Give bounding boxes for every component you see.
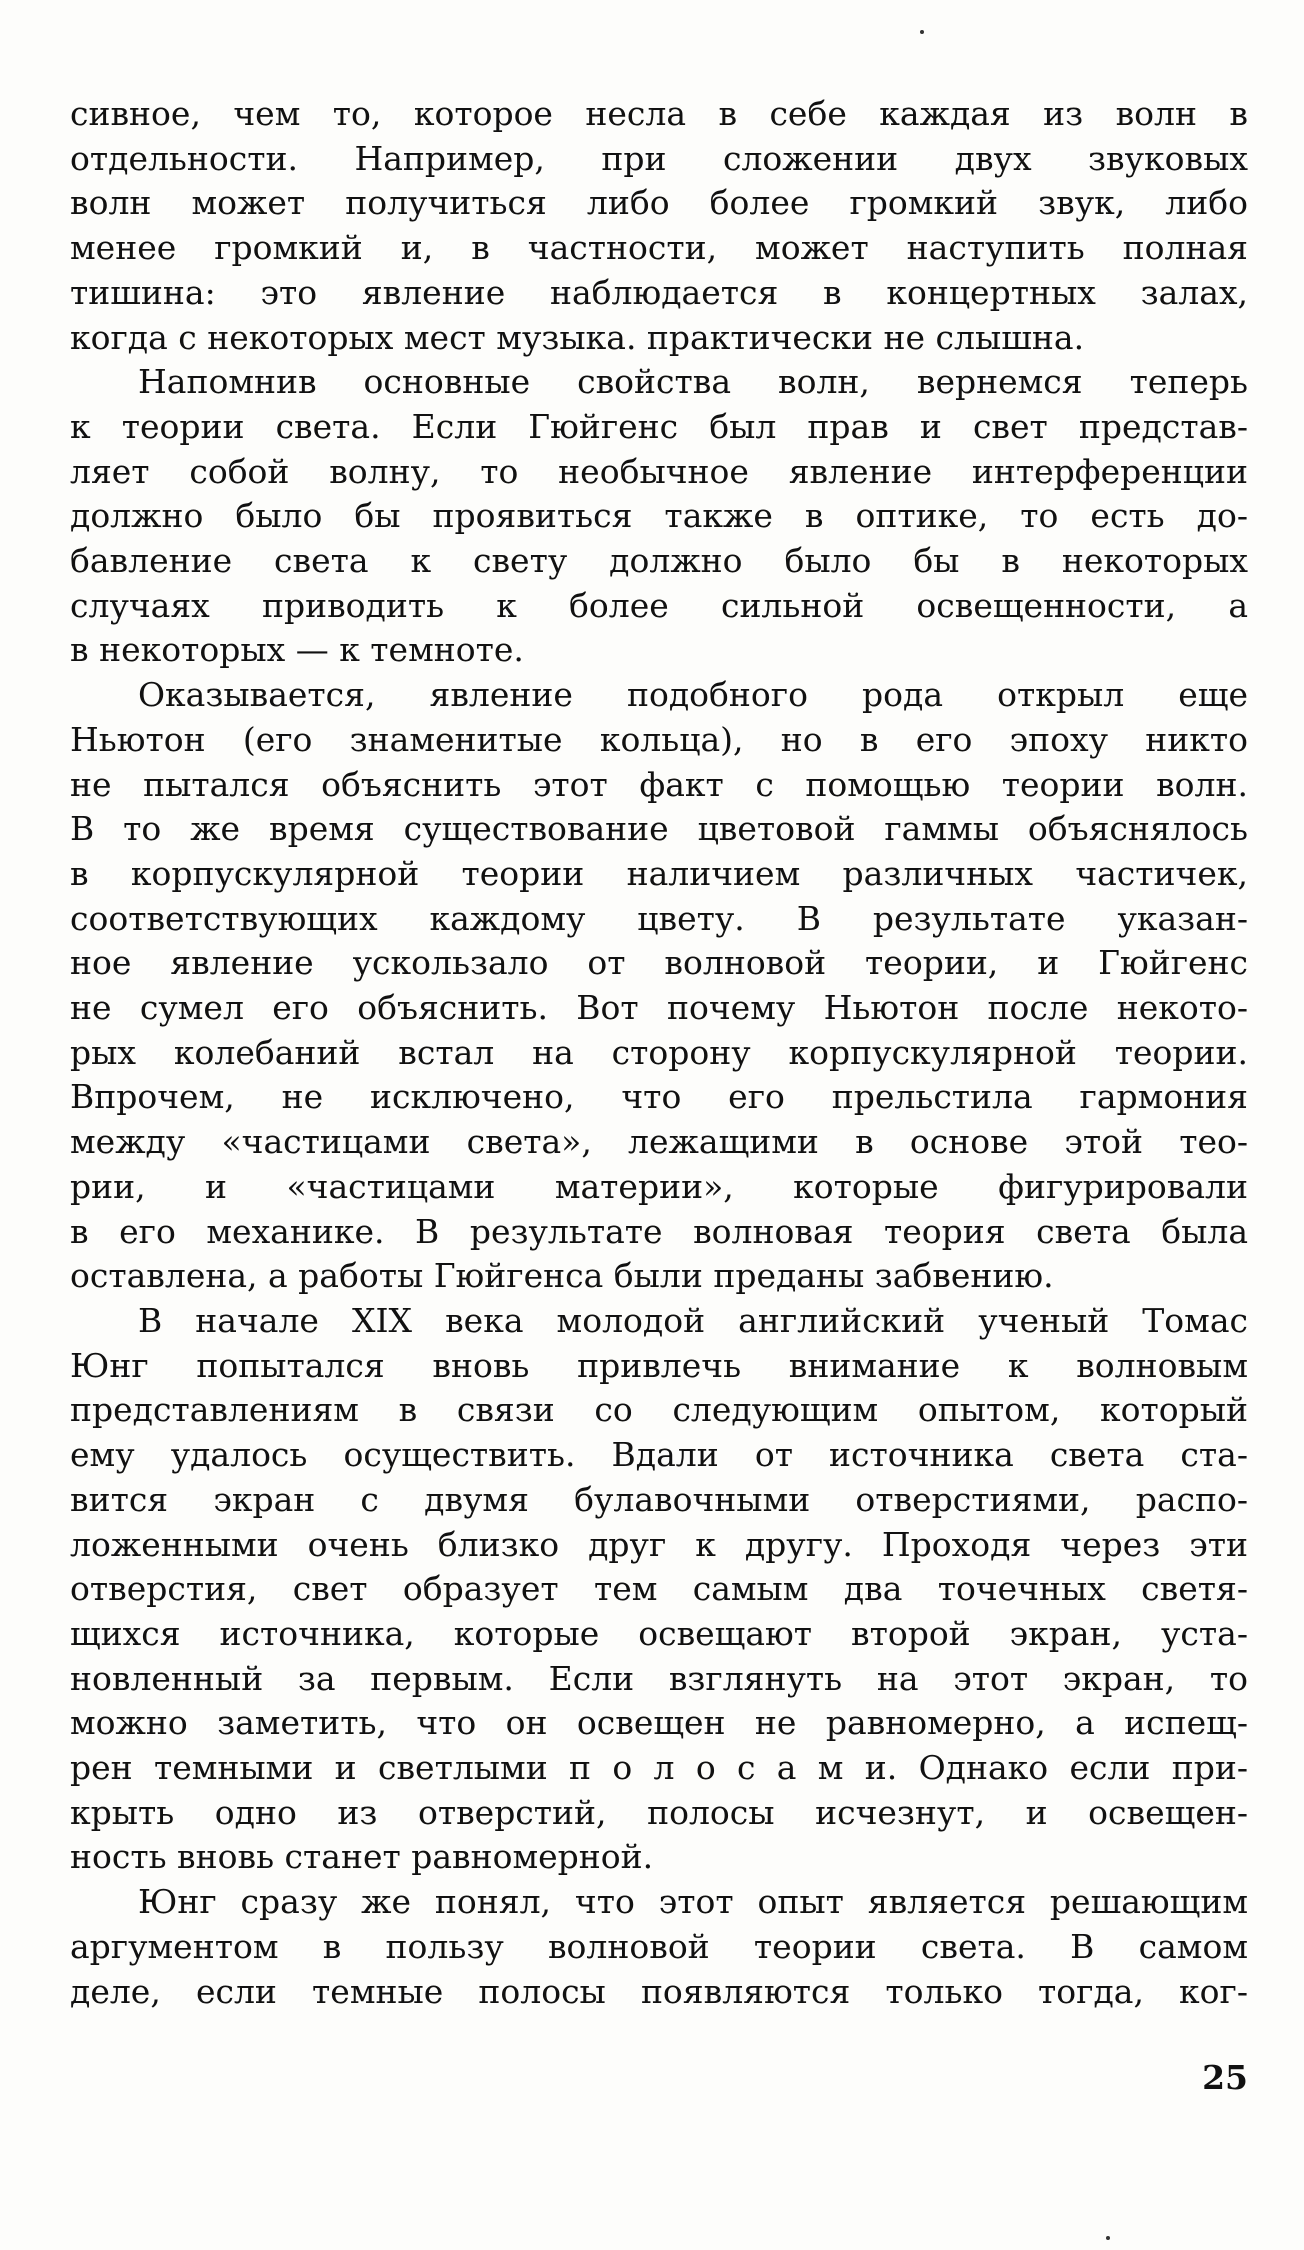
text-line: ложенными очень близко друг к другу. Проходя через эти xyxy=(70,1524,1248,1564)
text-line: должно было бы проявиться также в оптике, то есть до- xyxy=(70,496,1248,536)
text-line: Напомнив основные свойства волн, вернемся теперь xyxy=(138,362,1248,402)
paragraph xyxy=(70,1880,1248,2014)
print-speck xyxy=(1106,2236,1110,2240)
text-line: оставлена, а работы Гюйгенса были преданы забвению. xyxy=(70,1256,1054,1296)
text-line: Оказывается, явление подобного рода открыл еще xyxy=(138,675,1248,715)
paragraph xyxy=(70,673,1248,1299)
text-line: в корпускулярной теории наличием различных частичек, xyxy=(70,853,1248,893)
text-line: сивное, чем то, которое несла в себе каждая из волн в xyxy=(70,94,1248,133)
text-line: деле, если темные полосы появляются только тогда, ког- xyxy=(70,1971,1248,2011)
text-line: вится экран с двумя булавочными отверстиями, распо- xyxy=(70,1479,1248,1519)
text-line: между «частицами света», лежащими в основе этой тео- xyxy=(70,1122,1248,1162)
text-line: когда с некоторых мест музыка. практически не слышна. xyxy=(70,317,1085,357)
paragraph xyxy=(70,360,1248,673)
text-line: в некоторых — к темноте. xyxy=(70,630,524,670)
text-line: случаях приводить к более сильной освещенности, а xyxy=(70,585,1248,625)
text-line: щихся источника, которые освещают второй экран, уста- xyxy=(70,1613,1248,1653)
text-line: рии, и «частицами материи», которые фигурировали xyxy=(70,1166,1248,1206)
paragraph xyxy=(70,1299,1248,1880)
text-line: волн может получиться либо более громкий звук, либо xyxy=(70,183,1248,223)
text-line: к теории света. Если Гюйгенс был прав и свет представ- xyxy=(70,406,1248,446)
text-line: ность вновь станет равномерной. xyxy=(70,1837,654,1877)
text-line: рен темными и светлыми п о л о с а м и. Однако если при- xyxy=(70,1748,1248,1788)
body-text xyxy=(70,92,1248,2014)
text-line: Юнг попытался вновь привлечь внимание к волновым xyxy=(70,1345,1248,1385)
text-line: можно заметить, что он освещен не равномерно, а испещ- xyxy=(70,1703,1248,1743)
print-speck xyxy=(920,30,924,34)
text-line: В то же время существование цветовой гаммы объяснялось xyxy=(70,809,1248,849)
text-line: не сумел его объяснить. Вот почему Ньютон после некото- xyxy=(70,988,1248,1028)
text-line: тишина: это явление наблюдается в концертных залах, xyxy=(70,272,1248,312)
text-line: крыть одно из отверстий, полосы исчезнут, и освещен- xyxy=(70,1792,1248,1832)
text-line: ное явление ускользало от волновой теории, и Гюйгенс xyxy=(70,943,1248,983)
text-line: Юнг сразу же понял, что этот опыт является решающим xyxy=(138,1882,1248,1922)
text-line: представлениям в связи со следующим опытом, который xyxy=(70,1390,1248,1430)
text-line: отверстия, свет образует тем самым два точечных светя- xyxy=(70,1569,1248,1609)
text-line: Ньютон (его знаменитые кольца), но в его эпоху никто xyxy=(70,719,1248,759)
page-number: 25 xyxy=(1202,2058,1248,2097)
text-line: соответствующих каждому цвету. В результате указан- xyxy=(70,898,1248,938)
text-line: ему удалось осуществить. Вдали от источника света ста- xyxy=(70,1435,1248,1475)
text-line: не пытался объяснить этот факт с помощью теории волн. xyxy=(70,764,1248,804)
text-line: в его механике. В результате волновая теория света была xyxy=(70,1211,1248,1251)
text-line: отдельности. Например, при сложении двух звуковых xyxy=(70,138,1248,178)
text-line: рых колебаний встал на сторону корпускулярной теории. xyxy=(70,1032,1248,1072)
text-line: менее громкий и, в частности, может наступить полная xyxy=(70,228,1248,268)
text-line: бавление света к свету должно было бы в некоторых xyxy=(70,541,1248,581)
text-line: В начале XIX века молодой английский ученый Томас xyxy=(138,1300,1248,1340)
text-line: ляет собой волну, то необычное явление интерференции xyxy=(70,451,1248,491)
text-line: Впрочем, не исключено, что его прельстила гармония xyxy=(70,1077,1248,1117)
paragraph xyxy=(70,92,1248,360)
text-line: новленный за первым. Если взглянуть на этот экран, то xyxy=(70,1658,1248,1698)
text-line: аргументом в пользу волновой теории света. В самом xyxy=(70,1926,1248,1966)
